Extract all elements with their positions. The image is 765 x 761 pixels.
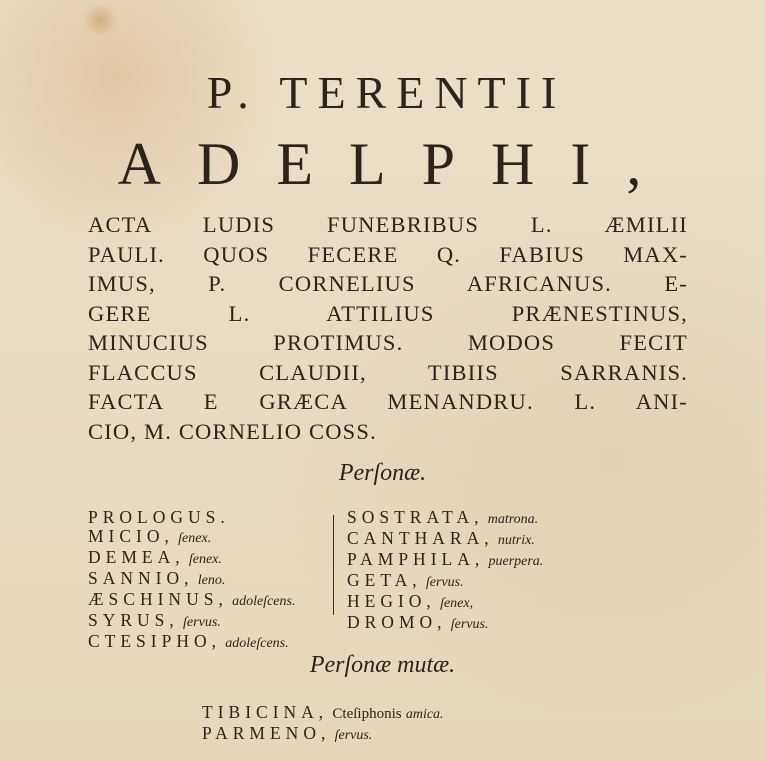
persona-entry (88, 590, 295, 611)
persona-entry (202, 724, 444, 745)
persona-role: ſervus. (183, 615, 221, 630)
notice-line: ACTA LUDIS FUNEBRIBUS L. ÆMILII (88, 212, 688, 237)
persona-name: PROLOGUS. (88, 507, 230, 527)
notice-line: PAULI. QUOS FECERE Q. FABIUS MAX- (88, 241, 688, 267)
personae-heading: Perſonæ. (338, 460, 427, 486)
play-title: ADELPHI, (117, 131, 678, 197)
notice-line: FLACCUS CLAUDII, TIBIIS SARRANIS. (88, 359, 688, 385)
persona-entry (347, 550, 543, 571)
persona-name: MICIO, (88, 526, 174, 546)
persona-name: CANTHARA, (347, 528, 494, 548)
persona-name: PAMPHILA, (347, 549, 485, 569)
persona-role: leno. (197, 573, 226, 588)
personae-mutae-heading: Perſonæ mutæ. (309, 652, 456, 678)
persona-entry (88, 527, 295, 548)
personae-mutae-list (202, 703, 444, 745)
persona-role: puerpera. (488, 554, 544, 569)
persona-role: ſenex. (178, 531, 212, 546)
persona-name: PARMENO, (202, 723, 331, 743)
persona-name: ÆSCHINUS, (88, 589, 228, 609)
paper-stain (80, 5, 120, 35)
persona-entry (347, 592, 543, 613)
persona-role: ſervus. (334, 728, 373, 743)
persona-entry (347, 508, 543, 529)
persona-role: ſervus. (450, 617, 489, 632)
author-title: P. TERENTII (206, 67, 567, 118)
persona-name: DEMEA, (88, 547, 185, 567)
persona-role: ſervus. (425, 575, 464, 590)
persona-entry (202, 703, 444, 724)
persona-entry (88, 508, 295, 527)
persona-entry (347, 571, 543, 592)
persona-entry (88, 548, 295, 569)
notice-line: IMUS, P. CORNELIUS AFRICANUS. E- (88, 271, 688, 296)
column-divider (333, 515, 334, 615)
notice-line: CIO, M. CORNELIO COSS. (88, 418, 377, 444)
persona-name: CTESIPHO, (88, 631, 221, 651)
persona-role: matrona. (487, 512, 539, 527)
notice-line: GERE L. ATTILIUS PRÆNESTINUS, (88, 300, 688, 326)
persona-role: ſenex, (440, 596, 474, 611)
production-notice (88, 210, 688, 446)
persona-entry (88, 611, 295, 632)
persona-entry (347, 613, 543, 634)
persona-note: Cteſiphonis (332, 706, 402, 722)
notice-line: MINUCIUS PROTIMUS. MODOS FECIT (88, 330, 688, 355)
persona-entry (88, 569, 295, 590)
persona-entry (347, 529, 543, 550)
persona-role: ſenex. (188, 552, 222, 567)
persona-name: TIBICINA, (202, 702, 329, 722)
persona-name: HEGIO, (347, 591, 436, 611)
notice-line: FACTA E GRÆCA MENANDRU. L. ANI- (88, 389, 688, 414)
persona-name: SOSTRATA, (347, 507, 484, 527)
persona-name: GETA, (347, 570, 422, 590)
persona-entry (88, 632, 295, 653)
personae-right-column (347, 508, 543, 634)
persona-role: adoleſcens. (225, 636, 289, 651)
persona-name: SYRUS, (88, 610, 179, 630)
persona-role: adoleſcens. (232, 594, 296, 609)
persona-name: DROMO, (347, 612, 447, 632)
persona-role: amica. (405, 707, 444, 722)
personae-left-column (88, 508, 295, 653)
persona-role: nutrix. (497, 533, 535, 548)
persona-name: SANNIO, (88, 568, 194, 588)
